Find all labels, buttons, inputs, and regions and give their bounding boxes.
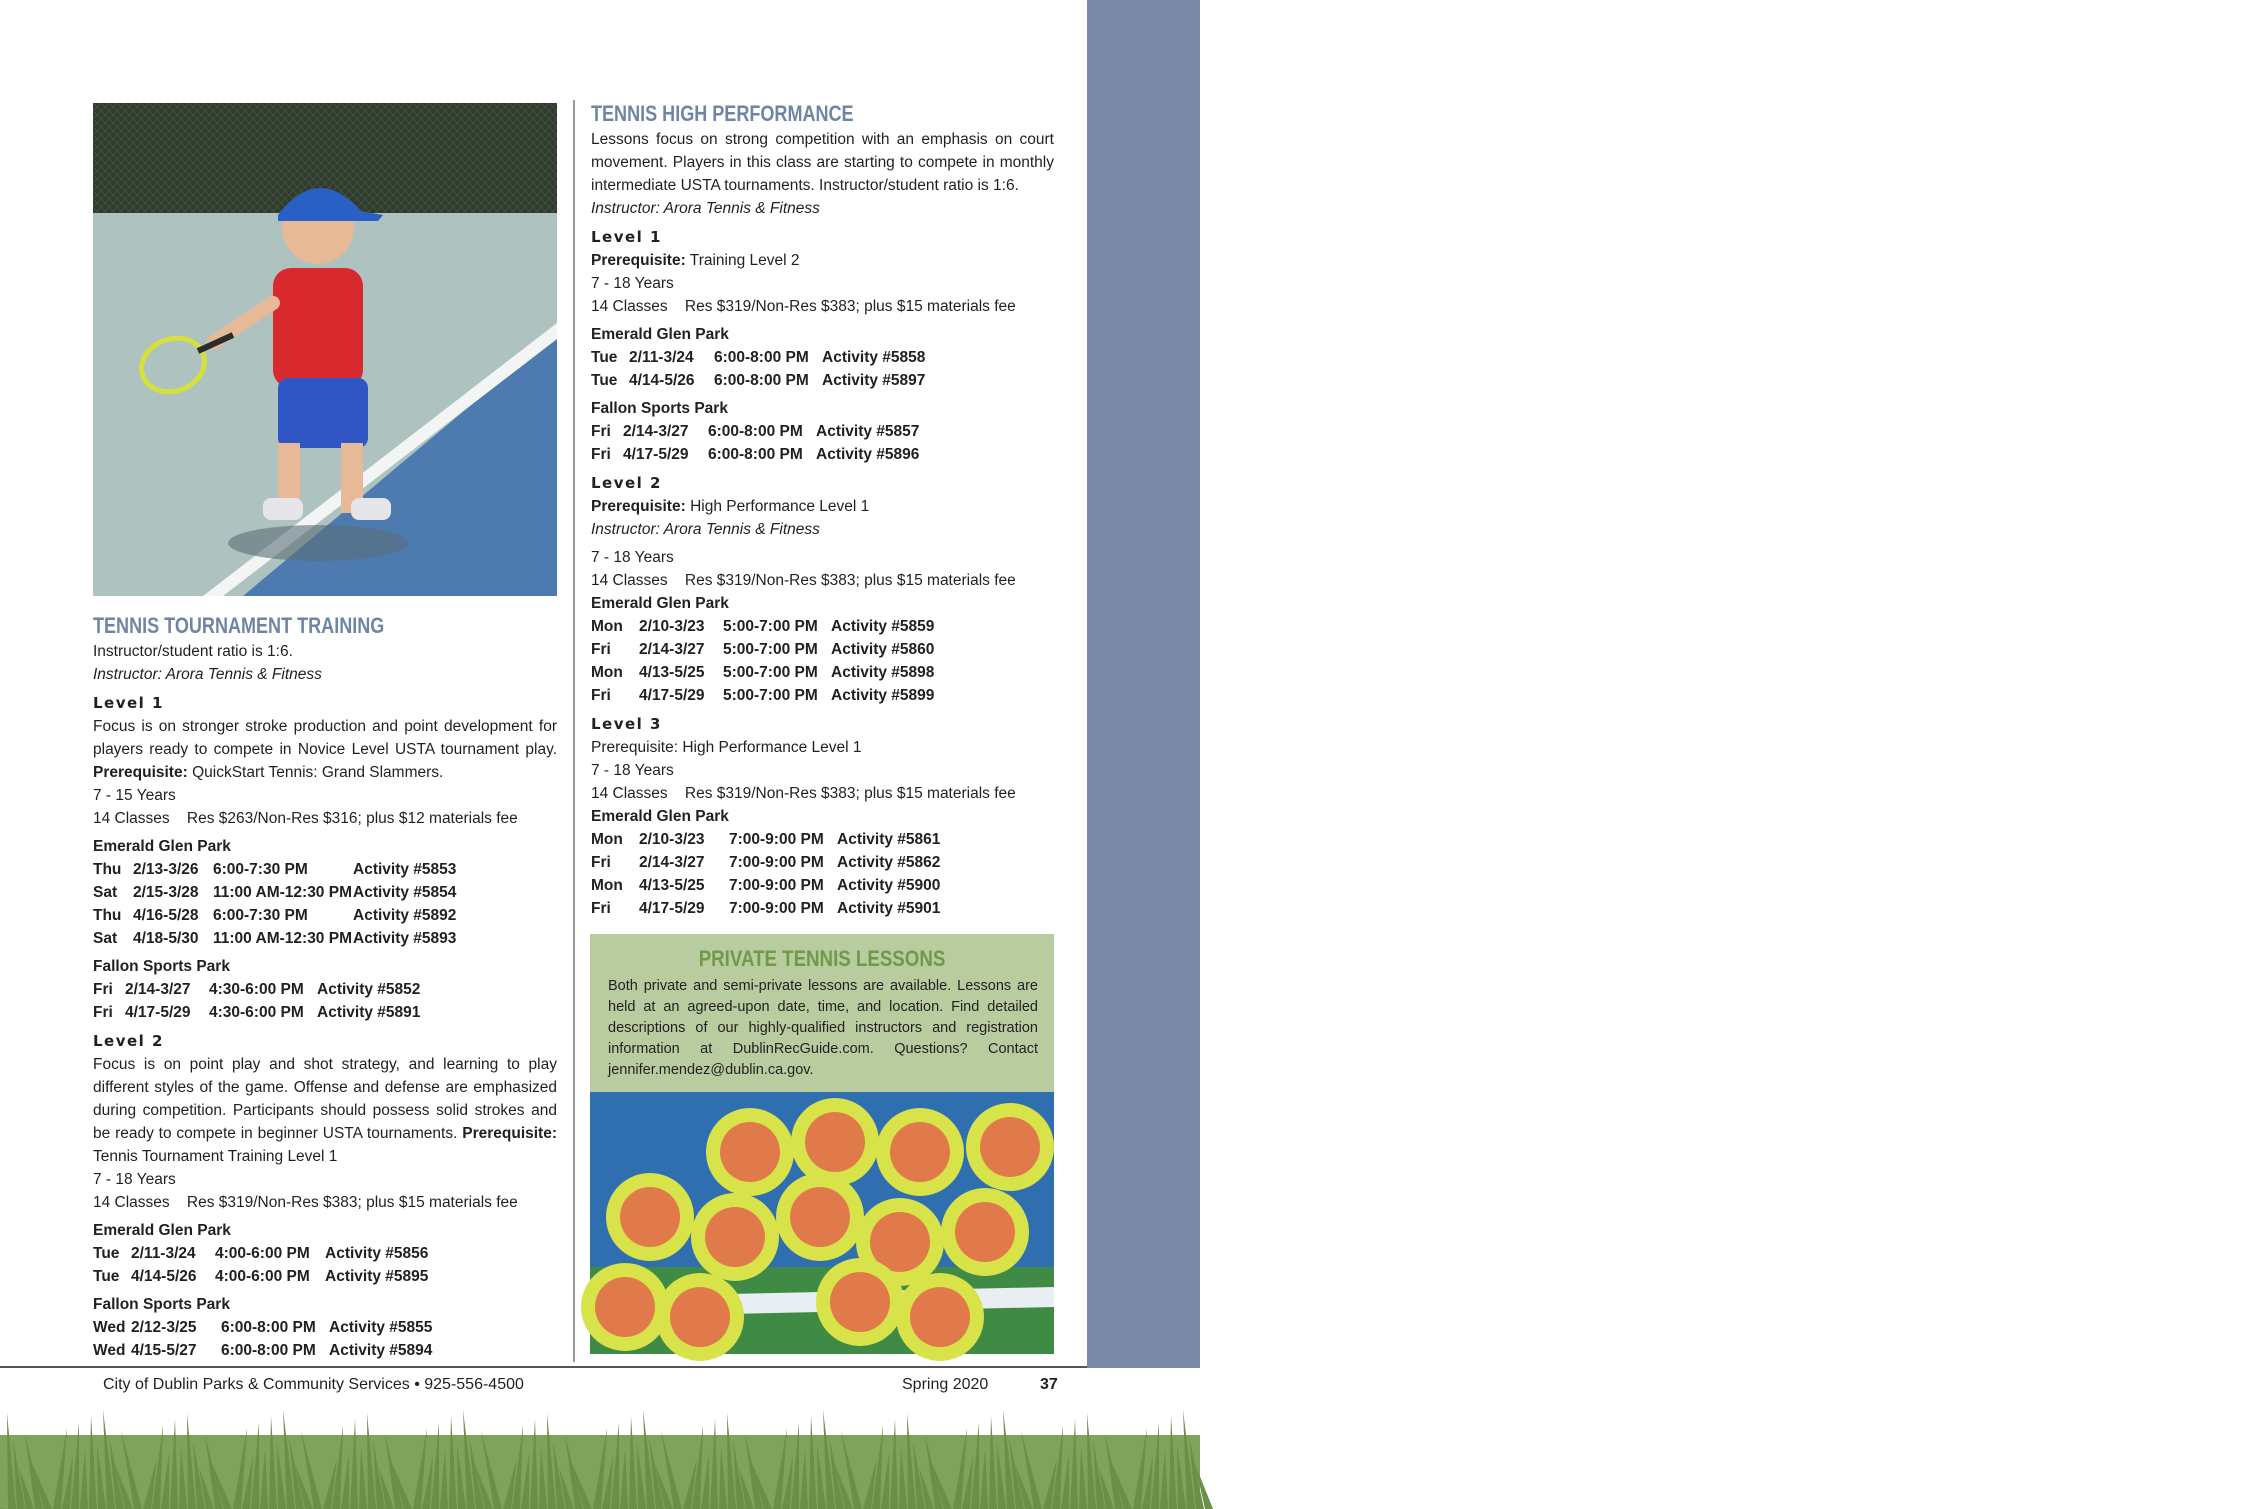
session-activity: Activity #5895 xyxy=(325,1268,429,1285)
session-activity: Activity #5860 xyxy=(831,641,935,658)
session-row xyxy=(93,1001,557,1024)
tournament-level1-prereq-label: Prerequisite: xyxy=(93,764,188,781)
session-day: Fri xyxy=(591,900,611,917)
session-day: Tue xyxy=(93,1245,120,1262)
session-day: Thu xyxy=(93,861,122,878)
section-tab xyxy=(1087,0,2256,1368)
session-dates: 4/14-5/26 xyxy=(629,372,695,389)
footer-season: Spring 2020 xyxy=(902,1376,989,1393)
hp-level2-fees: 14 Classes Res $319/Non-Res $383; plus $15 materials fee xyxy=(591,572,1016,589)
hp-level3-prereq: Prerequisite: High Performance Level 1 xyxy=(591,739,862,756)
session-time: 5:00-7:00 PM xyxy=(723,687,818,704)
hp-level2-park1: Emerald Glen Park xyxy=(591,595,729,612)
session-dates: 4/15-5/27 xyxy=(131,1342,197,1359)
child-tennis-player-photo xyxy=(93,103,557,596)
session-day: Sat xyxy=(93,930,118,947)
session-time: 6:00-8:00 PM xyxy=(714,372,809,389)
session-dates: 2/10-3/23 xyxy=(639,618,705,635)
tournament-level1-park2-sessions xyxy=(93,978,557,1024)
session-dates: 4/14-5/26 xyxy=(131,1268,197,1285)
session-activity: Activity #5856 xyxy=(325,1245,429,1262)
hp-level1-prereq-text: Training Level 2 xyxy=(689,252,800,269)
session-day: Tue xyxy=(591,372,618,389)
session-dates: 4/17-5/29 xyxy=(623,446,689,463)
session-time: 4:00-6:00 PM xyxy=(215,1268,310,1285)
tournament-level1-ages: 7 - 15 Years xyxy=(93,787,176,804)
session-dates: 4/16-5/28 xyxy=(133,907,199,924)
tournament-level2-description xyxy=(93,1053,557,1168)
tournament-training-section xyxy=(93,612,557,1362)
grass-decoration xyxy=(0,1395,1200,1509)
session-time: 7:00-9:00 PM xyxy=(729,831,824,848)
session-day: Tue xyxy=(591,349,618,366)
session-row xyxy=(591,851,1054,874)
session-row xyxy=(591,638,1054,661)
tournament-level1-heading: Level 1 xyxy=(93,694,164,712)
tournament-level2-prereq-text: Tennis Tournament Training Level 1 xyxy=(93,1148,338,1165)
hp-level2-prereq-label: Prerequisite: xyxy=(591,498,686,515)
session-row xyxy=(591,443,1054,466)
session-dates: 4/13-5/25 xyxy=(639,877,705,894)
session-row xyxy=(591,897,1054,920)
session-activity: Activity #5899 xyxy=(831,687,935,704)
footer-organization: City of Dublin Parks & Community Services • 925-556-4500 xyxy=(103,1376,524,1393)
section-tab-label: ELEMENTARY xyxy=(2204,94,2256,416)
session-activity: Activity #5897 xyxy=(822,372,926,389)
session-time: 6:00-8:00 PM xyxy=(221,1342,316,1359)
tournament-training-title: TENNIS TOURNAMENT TRAINING xyxy=(93,613,385,638)
tournament-level1-prereq-text: QuickStart Tennis: Grand Slammers. xyxy=(192,764,444,781)
hp-level2-prereq xyxy=(591,495,1054,518)
hp-level1-heading: Level 1 xyxy=(591,228,662,246)
tournament-level1-desc-text: Focus is on stronger stroke production and point development for players ready to compete in Novice Level USTA tournament play. xyxy=(93,718,557,758)
tournament-level2-park2-sessions xyxy=(93,1316,557,1362)
session-row xyxy=(591,420,1054,443)
session-day: Thu xyxy=(93,907,122,924)
session-dates: 4/13-5/25 xyxy=(639,664,705,681)
session-activity: Activity #5894 xyxy=(329,1342,433,1359)
session-time: 6:00-7:30 PM xyxy=(213,861,308,878)
session-dates: 2/13-3/26 xyxy=(133,861,199,878)
session-time: 6:00-8:00 PM xyxy=(714,349,809,366)
session-dates: 2/15-3/28 xyxy=(133,884,199,901)
tournament-level2-desc-text: Focus is on point play and shot strategy, and learning to play different styles of the game. Offense and defense are emphasized during competition. Participants should possess solid strokes and be ready to compete in beginner USTA tournaments. xyxy=(93,1056,557,1142)
tournament-level1-park1-sessions xyxy=(93,858,557,950)
tournament-level2-park1-sessions xyxy=(93,1242,557,1288)
session-row xyxy=(93,1242,557,1265)
session-day: Mon xyxy=(591,877,623,894)
session-time: 7:00-9:00 PM xyxy=(729,877,824,894)
session-activity: Activity #5891 xyxy=(317,1004,421,1021)
hp-level3-heading: Level 3 xyxy=(591,715,662,733)
session-time: 4:30-6:00 PM xyxy=(209,981,304,998)
hp-level1-prereq xyxy=(591,249,1054,272)
session-time: 6:00-8:00 PM xyxy=(221,1319,316,1336)
session-dates: 4/17-5/29 xyxy=(125,1004,191,1021)
session-row xyxy=(93,978,557,1001)
hp-level3-ages: 7 - 18 Years xyxy=(591,762,674,779)
hp-level1-fees: 14 Classes Res $319/Non-Res $383; plus $15 materials fee xyxy=(591,298,1016,315)
session-day: Fri xyxy=(591,854,611,871)
session-dates: 2/14-3/27 xyxy=(623,423,689,440)
session-row xyxy=(591,661,1054,684)
high-performance-description: Lessons focus on strong competition with an emphasis on court movement. Players in this class are starting to compete in monthly intermediate USTA tournaments. Instructor/student ratio is 1:6. xyxy=(591,131,1054,194)
session-time: 7:00-9:00 PM xyxy=(729,854,824,871)
session-day: Sat xyxy=(93,884,118,901)
session-time: 5:00-7:00 PM xyxy=(723,618,818,635)
tournament-level1-description xyxy=(93,715,557,784)
hp-level2-heading: Level 2 xyxy=(591,474,662,492)
session-row xyxy=(591,684,1054,707)
session-activity: Activity #5901 xyxy=(837,900,941,917)
hp-level1-park1-sessions xyxy=(591,346,1054,392)
session-time: 5:00-7:00 PM xyxy=(723,664,818,681)
session-activity: Activity #5892 xyxy=(353,907,457,924)
session-activity: Activity #5859 xyxy=(831,618,935,635)
session-activity: Activity #5855 xyxy=(329,1319,433,1336)
hp-level2-prereq-text: High Performance Level 1 xyxy=(690,498,870,515)
session-time: 6:00-7:30 PM xyxy=(213,907,308,924)
hp-level2-ages: 7 - 18 Years xyxy=(591,549,674,566)
session-activity: Activity #5896 xyxy=(816,446,920,463)
session-dates: 2/10-3/23 xyxy=(639,831,705,848)
session-activity: Activity #5852 xyxy=(317,981,421,998)
session-day: Fri xyxy=(591,641,611,658)
session-day: Wed xyxy=(93,1319,126,1336)
tournament-level2-prereq-label: Prerequisite: xyxy=(462,1125,557,1142)
session-day: Mon xyxy=(591,618,623,635)
tournament-level1-fees: 14 Classes Res $263/Non-Res $316; plus $12 materials fee xyxy=(93,810,518,827)
session-row xyxy=(591,874,1054,897)
session-dates: 4/18-5/30 xyxy=(133,930,199,947)
tournament-level2-heading: Level 2 xyxy=(93,1032,164,1050)
session-time: 5:00-7:00 PM xyxy=(723,641,818,658)
session-activity: Activity #5900 xyxy=(837,877,941,894)
hp-level1-prereq-label: Prerequisite: xyxy=(591,252,686,269)
tournament-level2-park2: Fallon Sports Park xyxy=(93,1296,230,1313)
session-activity: Activity #5857 xyxy=(816,423,920,440)
hp-level3-fees: 14 Classes Res $319/Non-Res $383; plus $15 materials fee xyxy=(591,785,1016,802)
tennis-balls-photo xyxy=(590,1092,1054,1354)
session-time: 6:00-8:00 PM xyxy=(708,423,803,440)
session-row xyxy=(93,858,557,881)
session-dates: 4/17-5/29 xyxy=(639,900,705,917)
session-row xyxy=(93,1265,557,1288)
session-dates: 2/14-3/27 xyxy=(125,981,191,998)
session-time: 6:00-8:00 PM xyxy=(708,446,803,463)
high-performance-instructor: Instructor: Arora Tennis & Fitness xyxy=(591,200,820,217)
session-row xyxy=(591,615,1054,638)
session-dates: 2/11-3/24 xyxy=(131,1245,196,1262)
hp-level2-park1-sessions xyxy=(591,615,1054,707)
session-activity: Activity #5858 xyxy=(822,349,926,366)
tournament-ratio: Instructor/student ratio is 1:6. xyxy=(93,643,293,660)
tournament-level2-park1: Emerald Glen Park xyxy=(93,1222,231,1239)
footer-rule xyxy=(0,1366,1087,1368)
session-row xyxy=(93,904,557,927)
session-dates: 2/12-3/25 xyxy=(131,1319,197,1336)
session-time: 11:00 AM-12:30 PM xyxy=(213,930,352,947)
private-lessons-box xyxy=(590,934,1054,1092)
hp-level3-park1: Emerald Glen Park xyxy=(591,808,729,825)
session-row xyxy=(591,369,1054,392)
session-row xyxy=(591,828,1054,851)
session-row xyxy=(93,881,557,904)
page-number: 37 xyxy=(1040,1376,1058,1393)
session-dates: 4/17-5/29 xyxy=(639,687,705,704)
tournament-level2-ages: 7 - 18 Years xyxy=(93,1171,176,1188)
tournament-level1-park1: Emerald Glen Park xyxy=(93,838,231,855)
high-performance-section xyxy=(591,100,1054,920)
session-day: Mon xyxy=(591,831,623,848)
session-row xyxy=(591,346,1054,369)
session-time: 4:30-6:00 PM xyxy=(209,1004,304,1021)
hp-level1-ages: 7 - 18 Years xyxy=(591,275,674,292)
session-activity: Activity #5853 xyxy=(353,861,457,878)
hp-level1-park2-sessions xyxy=(591,420,1054,466)
tournament-level1-park2: Fallon Sports Park xyxy=(93,958,230,975)
session-day: Fri xyxy=(591,446,611,463)
high-performance-title: TENNIS HIGH PERFORMANCE xyxy=(591,101,854,126)
session-day: Fri xyxy=(93,981,113,998)
session-day: Wed xyxy=(93,1342,126,1359)
session-activity: Activity #5862 xyxy=(837,854,941,871)
session-row xyxy=(93,927,557,950)
session-activity: Activity #5861 xyxy=(837,831,941,848)
session-activity: Activity #5898 xyxy=(831,664,935,681)
session-activity: Activity #5854 xyxy=(353,884,457,901)
session-dates: 2/11-3/24 xyxy=(629,349,694,366)
session-day: Fri xyxy=(93,1004,113,1021)
session-dates: 2/14-3/27 xyxy=(639,641,705,658)
session-time: 4:00-6:00 PM xyxy=(215,1245,310,1262)
column-divider xyxy=(573,100,575,1362)
session-dates: 2/14-3/27 xyxy=(639,854,705,871)
tournament-level2-fees: 14 Classes Res $319/Non-Res $383; plus $15 materials fee xyxy=(93,1194,518,1211)
hp-level3-park1-sessions xyxy=(591,828,1054,920)
session-time: 7:00-9:00 PM xyxy=(729,900,824,917)
private-lessons-body: Both private and semi-private lessons are available. Lessons are held at an agreed-upon date, time, and location. Find detailed descriptions of our highly-qualified instructors and registration information at DublinRecGuide.com. Questions? Contact jennifer.mendez@dublin.ca.gov. xyxy=(608,978,1038,1078)
session-row xyxy=(93,1316,557,1339)
session-row xyxy=(93,1339,557,1362)
tournament-instructor: Instructor: Arora Tennis & Fitness xyxy=(93,666,322,683)
session-day: Tue xyxy=(93,1268,120,1285)
session-day: Fri xyxy=(591,687,611,704)
session-day: Mon xyxy=(591,664,623,681)
session-time: 11:00 AM-12:30 PM xyxy=(213,884,352,901)
private-lessons-title: PRIVATE TENNIS LESSONS xyxy=(698,946,946,971)
hp-level1-park2: Fallon Sports Park xyxy=(591,400,728,417)
session-day: Fri xyxy=(591,423,611,440)
session-activity: Activity #5893 xyxy=(353,930,457,947)
hp-level2-instructor: Instructor: Arora Tennis & Fitness xyxy=(591,521,820,538)
hp-level1-park1: Emerald Glen Park xyxy=(591,326,729,343)
